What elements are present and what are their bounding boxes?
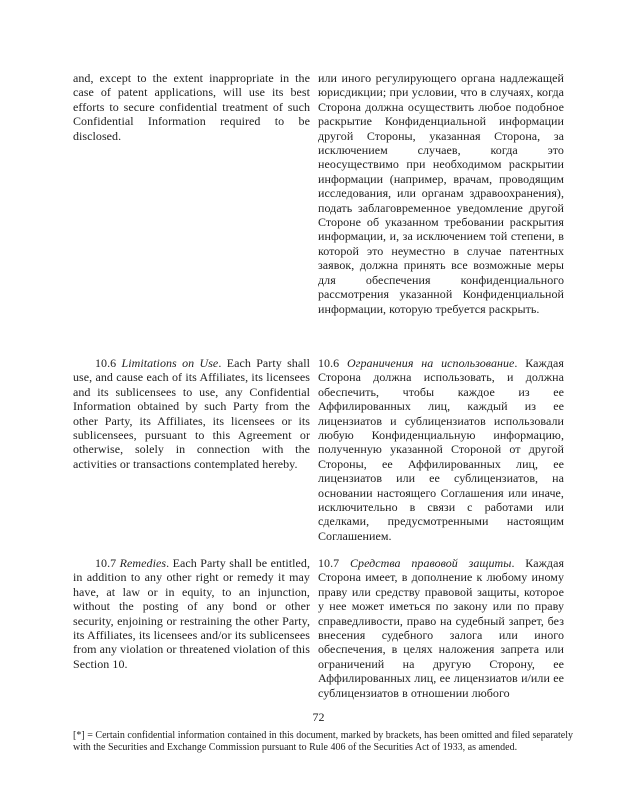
section-number: 10.6 <box>95 356 122 370</box>
paragraph-text: Each Party shall use, and cause each of its Affiliates, its licensees and its sublicensees to use, any Confidential Information obtained by such Party from the other Party, its Affiliates, its licensees or its sublicensees, pursuant to this Agreement or otherwise, solely in connection with the activities or transactions contemplated hereby. <box>73 356 311 471</box>
section-row-continuation <box>73 71 564 316</box>
section-number: 10.7 <box>318 556 350 570</box>
heading-separator: . <box>511 556 526 570</box>
en-paragraph-10-6 <box>73 356 310 471</box>
en-paragraph-10-7 <box>73 556 310 671</box>
section-number: 10.7 <box>95 556 120 570</box>
section-heading: Remedies <box>119 556 167 570</box>
ru-paragraph-10-6 <box>318 356 564 543</box>
paragraph-text: and, except to the extent inappropriate in the case of patent applications, will use its best efforts to secure confidential treatment of such Confidential Information required to be disclosed. <box>73 71 310 143</box>
paragraph-text: Each Party shall be entitled, in addition to any other right or remedy it may have, at law or in equity, to an injunction, without the posting of any bond or other security, enjoining or restraining the other Party, its Affiliates, its licensees and/or its sublicensees from any violation or threatened violation of this Section 10. <box>73 556 311 671</box>
en-paragraph-continuation <box>73 71 310 143</box>
section-heading: Ограничения на использование <box>347 356 515 370</box>
ru-paragraph-10-7 <box>318 556 564 700</box>
footnote: [*] = Certain confidential information contained in this document, marked by brackets, has been omitted and filed separately with the Securities and Exchange Commission pursuant to Rule 406 of the Securities Act of 1933, as amended. <box>73 730 573 754</box>
ru-paragraph-continuation <box>318 71 564 316</box>
page-number: 72 <box>312 710 325 724</box>
section-heading: Limitations on Use <box>121 356 219 370</box>
section-number: 10.6 <box>318 356 348 370</box>
section-row-10-7 <box>73 556 564 700</box>
paragraph-text: Каждая Сторона имеет, в дополнение к любому иному праву или средству правовой защиты, которое у нее может иметься по закону или по праву справедливости, право на судебный запрет, без внесения судебного залога или иного обеспечения, в целях наложения запрета или ограничений на другую Сторону, ее Аффилированных лиц, ее лицензиатов и/или ее сублицензиатов в отношении любого <box>318 556 565 700</box>
heading-separator: . <box>218 356 227 370</box>
paragraph-text: или иного регулирующего органа надлежащей юрисдикции; при условии, что в случаях, когда Сторона должна осуществить любое подобное раскрытие Конфиденциальной информации другой Стороны, указанная Сторона, за исключением случаев, когда это неосуществимо при необходимом раскрытии информации (например, врачам, проводящим исследования, или органам здравоохранения), подать заблаговременное уведомление другой Стороне об указанном требовании раскрытия информации, и, за исключением той степени, в которой это неуместно в случае патентных заявок, должна принять все возможные меры для обеспечения конфиденциального рассмотрения указанной Конфиденциальной информации, которую требуется раскрыть. <box>318 71 564 316</box>
section-row-10-6 <box>73 356 564 543</box>
paragraph-text: Каждая Сторона должна использовать, и должна обеспечить, чтобы каждое из ее Аффилированных лиц, каждый из ее лицензиатов и сублицензиатов использовали любую Конфиденциальную информацию, полученную указанной Стороной от другой Стороны, ее Аффилированных лиц, ее лицензиатов или ее сублицензиатов, на основании настоящего Соглашения или иначе, исключительно в связи с работами или сделками, предусмотренными настоящим Соглашением. <box>318 356 564 543</box>
heading-separator: . <box>166 556 173 570</box>
heading-separator: . <box>514 356 526 370</box>
section-heading: Средства правовой защиты <box>349 556 512 570</box>
